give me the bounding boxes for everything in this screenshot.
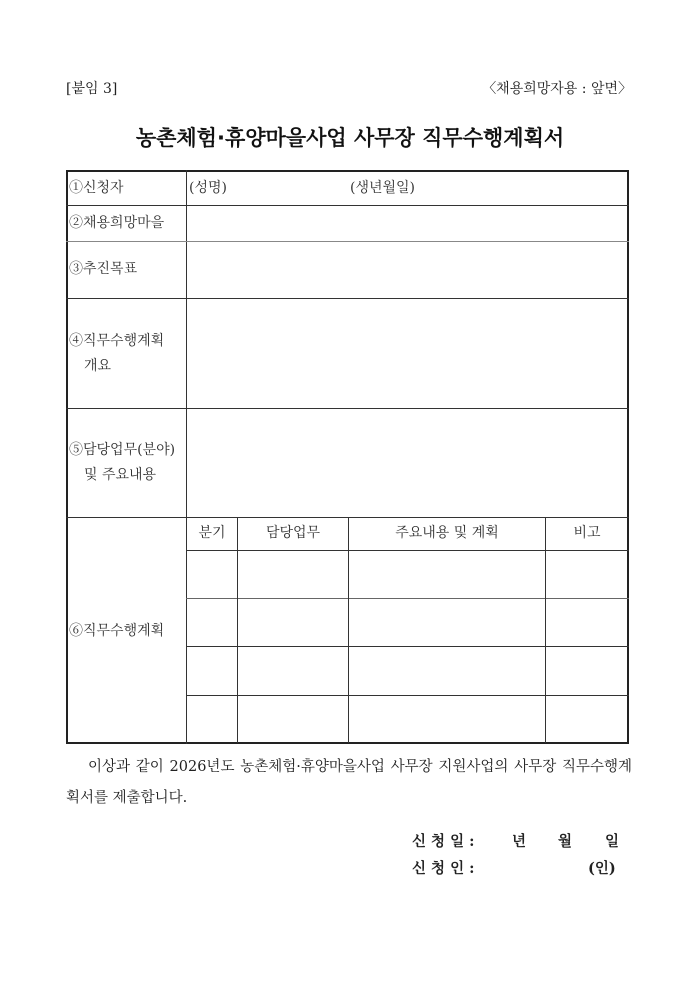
plan-cell-content[interactable] [349,551,545,598]
duties-label: ⑤담당업무(분야) [69,442,176,458]
plan-cell-duty[interactable] [238,551,348,598]
row-divider [66,408,629,409]
applicant-label: ①신청자 [69,180,124,196]
applicant-name-field[interactable]: (성명) [189,180,227,196]
plan-cell-remarks[interactable] [546,599,627,646]
attachment-label: [붙임 3] [66,81,118,97]
plan-cell-quarter[interactable] [187,599,237,646]
plan-overview-label: ④직무수행계획 [69,333,165,349]
desired-village-label: ②채용희망마을 [69,215,165,231]
usage-label: 〈채용희망자용 : 앞면〉 [482,81,632,97]
plan-cell-remarks[interactable] [546,696,627,742]
applicant-birthdate-field[interactable]: (생년월일) [350,180,416,196]
duties-field[interactable] [188,410,626,516]
plan-cell-duty[interactable] [238,647,348,695]
col-header-duty: 담당업무 [265,525,321,541]
application-date-label: 신 청 일 : [412,833,475,850]
plan-cell-quarter[interactable] [187,647,237,695]
plan-cell-quarter[interactable] [187,696,237,742]
plan-cell-duty[interactable] [238,599,348,646]
plan-cell-content[interactable] [349,647,545,695]
date-month[interactable]: 월 [558,833,573,850]
col-header-remarks: 비고 [573,525,601,541]
seal-mark[interactable]: (인) [588,860,616,877]
table-border-left [66,170,68,744]
plan-cell-remarks[interactable] [546,647,627,695]
plan-cell-content[interactable] [349,696,545,742]
plan-cell-content[interactable] [349,599,545,646]
row-divider [66,241,629,242]
goal-field[interactable] [188,243,626,297]
plan-cell-remarks[interactable] [546,551,627,598]
table-border-top [66,170,629,172]
applicant-signature-label: 신 청 인 : [412,860,475,877]
plan-overview-label-line2: 개요 [84,358,112,374]
date-day[interactable]: 일 [605,833,620,850]
row-divider [66,205,629,206]
duties-label-line2: 및 주요내용 [84,467,157,483]
date-year[interactable]: 년 [512,833,527,850]
table-border-right [627,170,629,744]
goal-label: ③추진목표 [69,261,138,277]
plan-overview-field[interactable] [188,300,626,407]
plan-cell-duty[interactable] [238,696,348,742]
submission-statement: 이상과 같이 2026년도 농촌체험·휴양마을사업 사무장 지원사업의 사무장 직무수행계획서를 제출합니다. [66,759,632,806]
col-header-quarter: 분기 [198,525,226,541]
desired-village-field[interactable] [188,207,626,240]
page-title: 농촌체험·휴양마을사업 사무장 직무수행계획서 [135,126,565,150]
plan-cell-quarter[interactable] [187,551,237,598]
execution-plan-label: ⑥직무수행계획 [69,623,165,639]
col-header-content-plan: 주요내용 및 계획 [395,525,499,541]
row-divider [66,298,629,299]
